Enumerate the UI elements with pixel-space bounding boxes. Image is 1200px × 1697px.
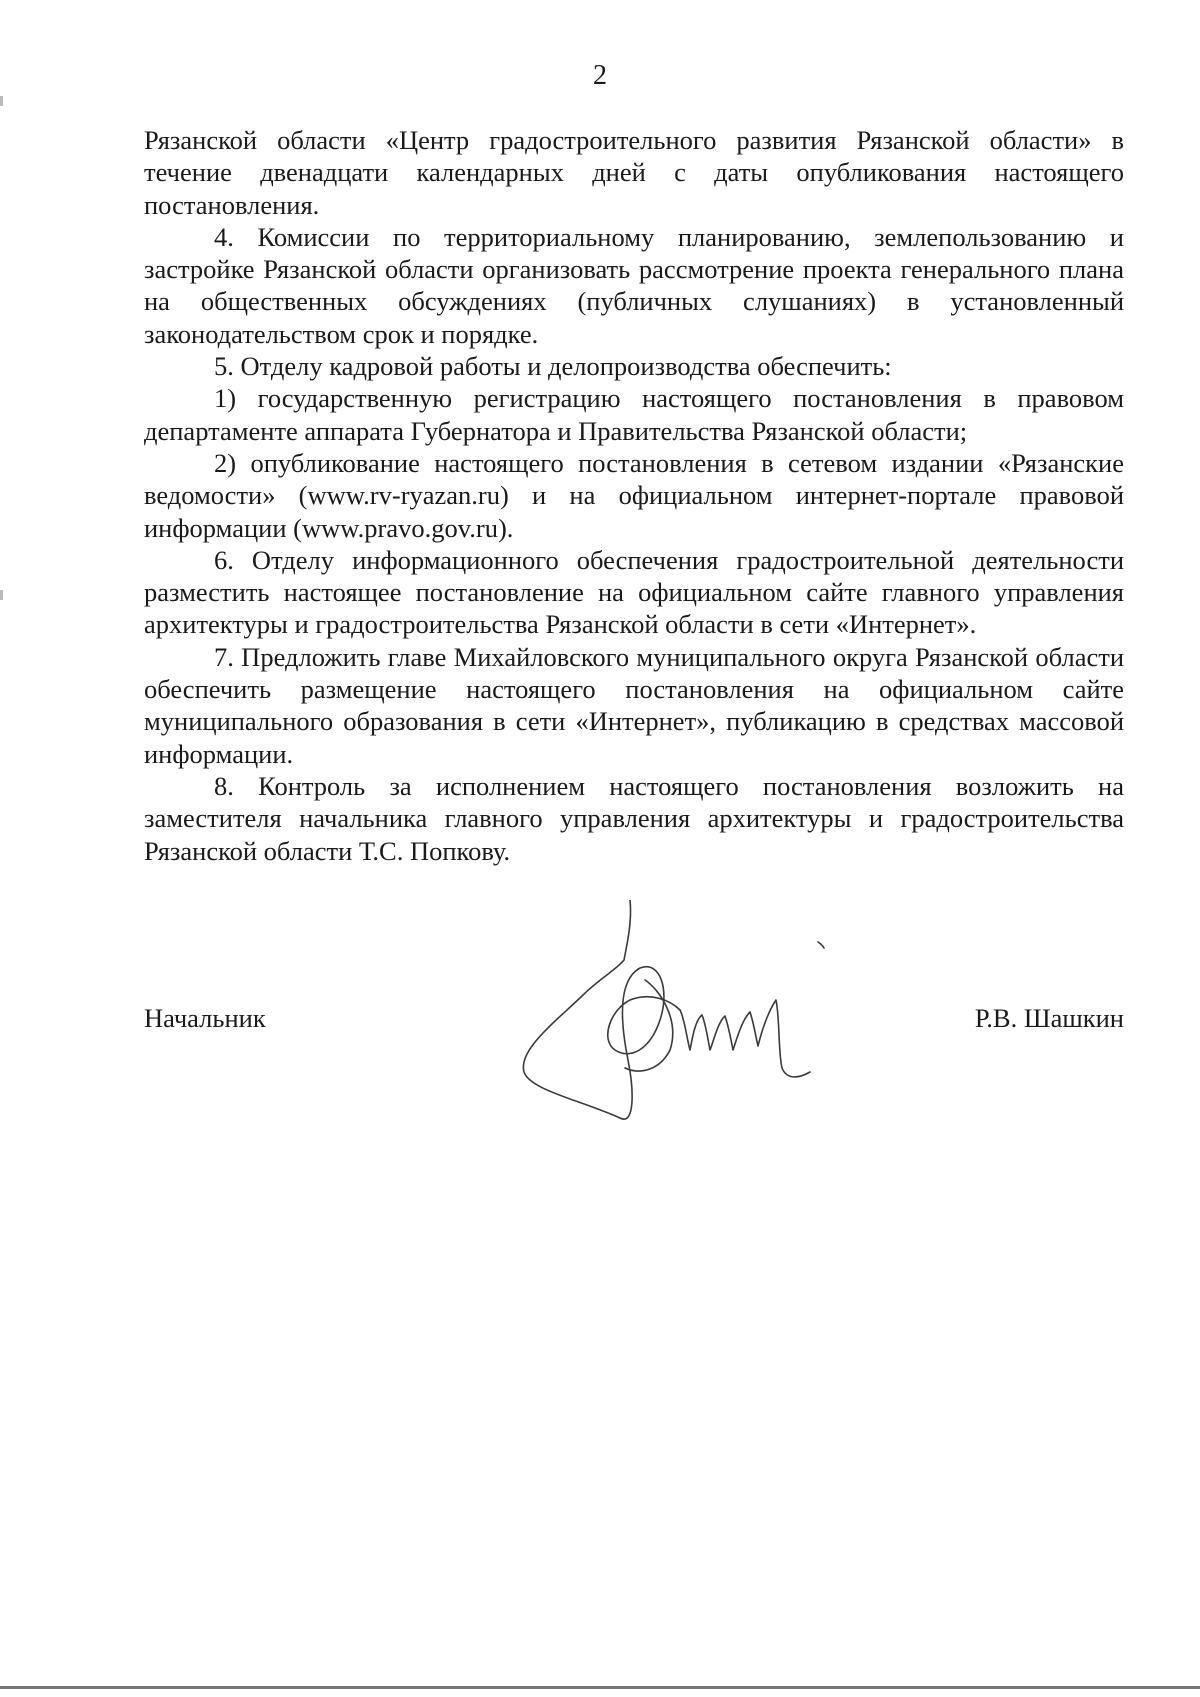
paragraph-item-6: 6. Отделу информационного обеспечения градостроительной деятельности разместить настоящее постановление на официальном сайте главного управления архитектуры и градостроительства Рязанской области в сети «Интернет». <box>144 544 1124 640</box>
paragraph-subitem-1: 1) государственную регистрацию настоящего постановления в правовом департаменте аппарата Губернатора и Правительства Рязанской области; <box>144 383 1124 446</box>
scan-margin-mark <box>0 590 3 600</box>
scan-margin-mark <box>0 96 3 106</box>
signature-block <box>144 1003 1124 1043</box>
paragraph-item-5: 5. Отделу кадровой работы и делопроизводства обеспечить: <box>214 351 892 382</box>
signer-name: Р.В. Шашкин <box>974 1003 1124 1033</box>
page-number: 2 <box>593 60 607 91</box>
paragraph-item-7: 7. Предложить главе Михайловского муниципального округа Рязанской области обеспечить размещение настоящего постановления на официальном сайте муниципального образования в сети «Интернет», публикацию в средствах массовой информации. <box>144 641 1124 769</box>
paragraph-item-8: 8. Контроль за исполнением настоящего постановления возложить на заместителя начальника главного управления архитектуры и градостроительства Рязанской области Т.С. Попкову. <box>144 770 1124 866</box>
document-body <box>144 124 1124 867</box>
signer-title: Начальник <box>144 1003 266 1033</box>
paragraph-subitem-2: 2) опубликование настоящего постановления в сетевом издании «Рязанские ведомости» (www.rv-ryazan.ru) и на официальном интернет-портале правовой информации (www.pravo.gov.ru). <box>144 447 1124 543</box>
scan-edge-line <box>0 1686 1200 1689</box>
paragraph: Рязанской области «Центр градостроительного развития Рязанской области» в течение двенадцати календарных дней с даты опубликования настоящего постановления. <box>144 125 1124 220</box>
paragraph-item-4: 4. Комиссии по территориальному планированию, землепользованию и застройке Рязанской области организовать рассмотрение проекта генерального плана на общественных обсуждениях (публичных слушаниях) в установленный законодательством срок и порядке. <box>144 221 1124 349</box>
